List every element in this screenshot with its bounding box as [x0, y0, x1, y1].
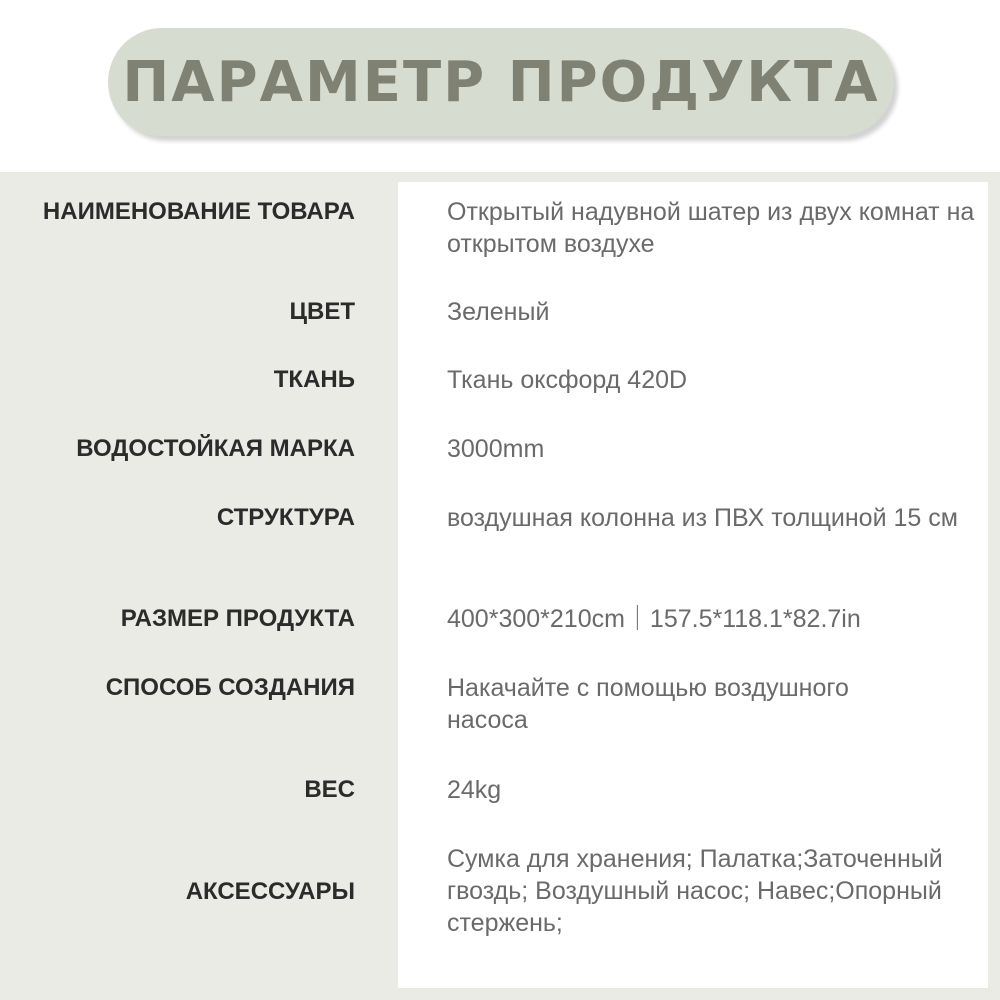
spec-label: ЦВЕТ: [289, 298, 355, 325]
spec-value: Накачайте с помощью воздушного насоса: [447, 674, 849, 734]
spec-value: Открытый надувной шатер из двух комнат на открытом воздухе: [447, 198, 975, 258]
spec-value: 3000mm: [447, 435, 545, 463]
page-title: ПАРАМЕТР ПРОДУКТА: [122, 49, 880, 115]
spec-value: Ткань оксфорд 420D: [447, 366, 688, 394]
spec-label: ВОДОСТОЙКАЯ МАРКА: [76, 435, 355, 462]
spec-value: воздушная колонна из ПВХ толщиной 15 см: [447, 504, 958, 532]
spec-label: ВЕС: [304, 776, 355, 803]
spec-label: НАИМЕНОВАНИЕ ТОВАРА: [42, 198, 355, 225]
spec-value: Сумка для хранения; Палатка;Заточенный гвоздь; Воздушный насос; Навес;Опорный стержень;: [447, 845, 943, 937]
title-banner: [108, 28, 894, 136]
spec-value: 24kg: [447, 776, 502, 804]
spec-label: СПОСОБ СОЗДАНИЯ: [105, 674, 355, 701]
spec-value: Зеленый: [447, 298, 550, 326]
spec-label: ТКАНЬ: [273, 366, 355, 393]
spec-label: СТРУКТУРА: [216, 504, 355, 531]
spec-value: 400*300*210cm｜157.5*118.1*82.7in: [447, 605, 861, 633]
spec-label: РАЗМЕР ПРОДУКТА: [120, 605, 355, 632]
spec-label: АКСЕССУАРЫ: [185, 878, 355, 905]
